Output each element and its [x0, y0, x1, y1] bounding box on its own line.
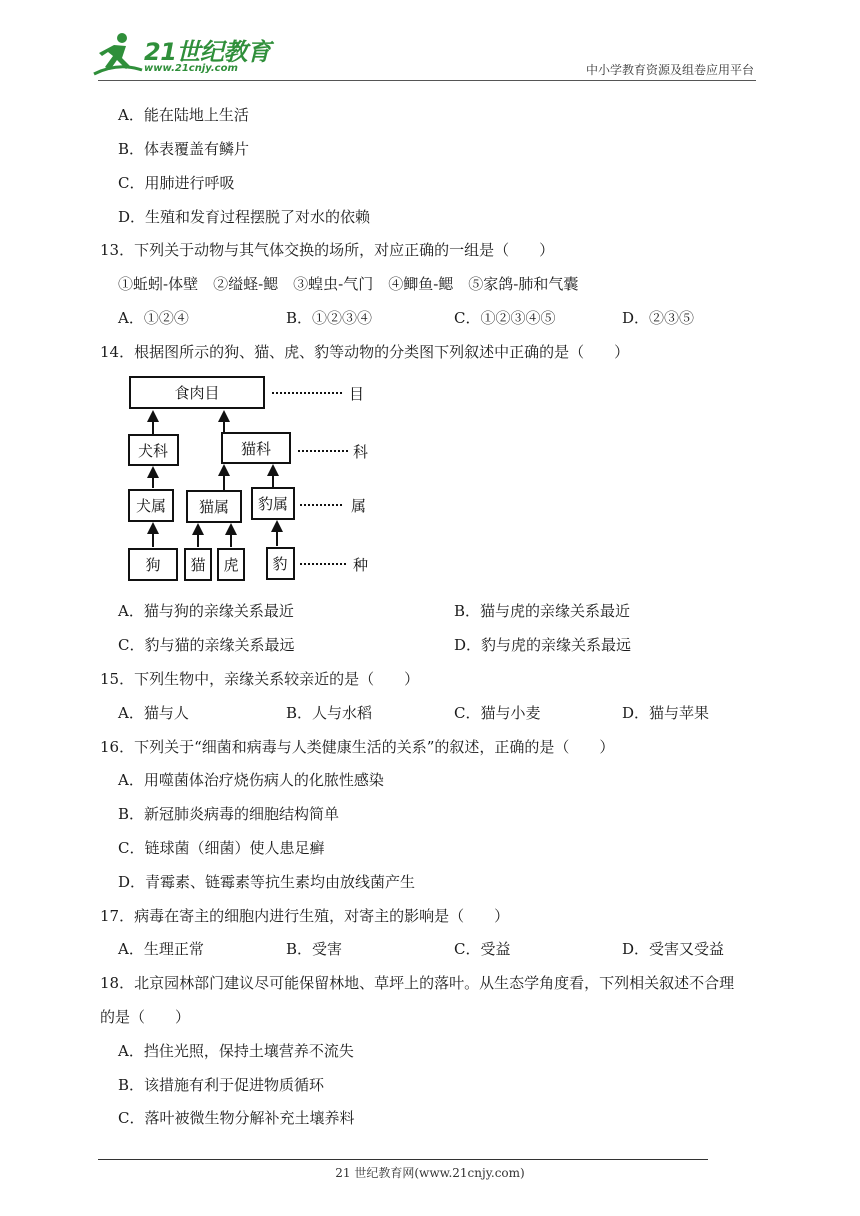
- q14-stem: 14．根据图所示的狗、猫、虎、豹等动物的分类图下列叙述中正确的是（ ）: [100, 343, 630, 361]
- q15-option-a: A．猫与人: [118, 704, 189, 722]
- level-label-genus: 属: [351, 497, 367, 515]
- page-header: [0, 0, 860, 84]
- q18-option-c: C．落叶被微生物分解补充土壤养料: [118, 1109, 355, 1127]
- q13-option-b: B．①②③④: [286, 309, 373, 327]
- q12-option-a: A．能在陆地上生活: [118, 106, 249, 124]
- q18-stem-line1: 18．北京园林部门建议尽可能保留林地、草坪上的落叶。从生态学角度看，下列相关叙述不合理: [100, 974, 735, 992]
- page-footer: 21 世纪教育网(www.21cnjy.com): [335, 1166, 525, 1180]
- logo-url: www.21cnjy.com: [144, 63, 238, 74]
- species-label-tiger: 虎: [223, 556, 239, 574]
- family-label-cat: 猫科: [240, 440, 272, 458]
- q17-option-b: B．受害: [286, 940, 343, 958]
- q17-option-d: D．受害又受益: [622, 940, 725, 958]
- q12-option-d: D．生殖和发育过程摆脱了对水的依赖: [118, 208, 371, 226]
- q17-stem: 17．病毒在寄主的细胞内进行生殖，对寄主的影响是（ ）: [100, 907, 510, 925]
- logo: [92, 30, 271, 80]
- q13-option-a: A．①②④: [118, 309, 189, 327]
- q18-option-a: A．挡住光照，保持土壤营养不流失: [118, 1042, 354, 1060]
- genus-label-dog: 犬属: [135, 497, 167, 515]
- q13-option-c: C．①②③④⑤: [454, 309, 556, 327]
- level-label-species: 种: [353, 556, 369, 574]
- q12-option-c: C．用肺进行呼吸: [118, 174, 235, 192]
- q14-option-b: B．猫与虎的亲缘关系最近: [454, 602, 631, 620]
- order-label: 食肉目: [174, 384, 220, 402]
- q15-option-c: C．猫与小麦: [454, 704, 541, 722]
- platform-name: 中小学教育资源及组卷应用平台: [585, 63, 754, 77]
- q14-option-a: A．猫与狗的亲缘关系最近: [118, 602, 294, 620]
- classification-diagram: [120, 372, 380, 586]
- q14-option-d: D．豹与虎的亲缘关系最远: [454, 636, 632, 654]
- family-label-dog: 犬科: [137, 442, 169, 460]
- q13-items: ①蚯蚓-体壁 ②缢蛏-鳃 ③蝗虫-气门 ④鲫鱼-鳃 ⑤家鸽-肺和气囊: [118, 275, 579, 293]
- footer-divider: [98, 1159, 708, 1160]
- genus-label-cat: 猫属: [198, 498, 230, 516]
- q18-stem-line2: 的是（ ）: [100, 1008, 191, 1026]
- q12-option-b: B．体表覆盖有鳞片: [118, 140, 250, 158]
- level-label-order: 目: [349, 385, 365, 403]
- q14-option-c: C．豹与猫的亲缘关系最远: [118, 636, 295, 654]
- q15-stem: 15．下列生物中，亲缘关系较亲近的是（ ）: [100, 670, 420, 688]
- q15-option-d: D．猫与苹果: [622, 704, 710, 722]
- q13-stem: 13．下列关于动物与其气体交换的场所，对应正确的一组是（ ）: [100, 241, 555, 259]
- q16-stem: 16．下列关于“细菌和病毒与人类健康生活的关系”的叙述，正确的是（ ）: [100, 738, 615, 756]
- species-label-leopard: 豹: [272, 555, 288, 573]
- q17-option-a: A．生理正常: [118, 940, 204, 958]
- q16-option-a: A．用噬菌体治疗烧伤病人的化脓性感染: [118, 771, 384, 789]
- runner-logo-icon: [92, 30, 144, 78]
- level-label-family: 科: [353, 443, 369, 461]
- q13-option-d: D．②③⑤: [622, 309, 695, 327]
- q17-option-c: C．受益: [454, 940, 511, 958]
- genus-label-leopard: 豹属: [257, 495, 289, 513]
- logo-title: 21世纪教育: [144, 38, 271, 66]
- q18-option-b: B．该措施有利于促进物质循环: [118, 1076, 325, 1094]
- q16-option-b: B．新冠肺炎病毒的细胞结构简单: [118, 805, 340, 823]
- q15-option-b: B．人与水稻: [286, 704, 373, 722]
- q16-option-c: C．链球菌（细菌）使人患足癣: [118, 839, 325, 857]
- species-label-dog: 狗: [145, 556, 161, 574]
- header-divider: [98, 80, 756, 81]
- q16-option-d: D．青霉素、链霉素等抗生素均由放线菌产生: [118, 873, 416, 891]
- species-label-cat: 猫: [190, 556, 206, 574]
